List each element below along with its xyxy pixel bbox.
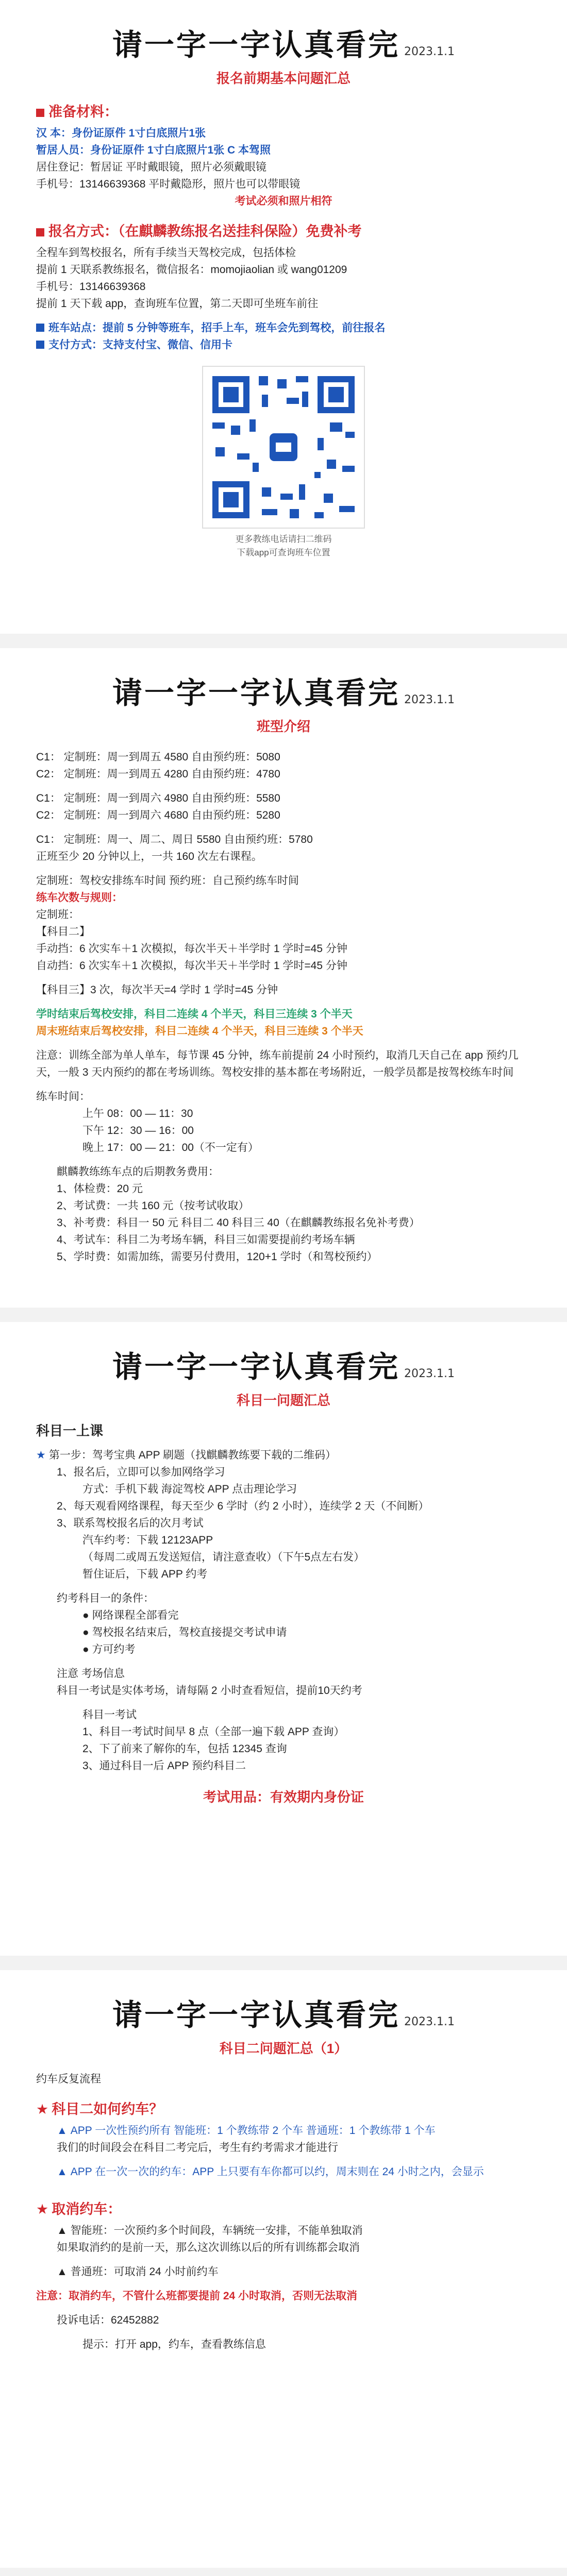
triangle-bullet-icon: ▲ bbox=[57, 2166, 68, 2178]
time-item: 晚上 17：00 — 21：00（不一定有） bbox=[82, 1142, 259, 1154]
time-item: 上午 08：00 — 11：30 bbox=[82, 1108, 193, 1120]
qr-code[interactable] bbox=[203, 367, 364, 528]
cancel-item: 如果取消约的是前一天，那么这次训练以后的所有训练都会取消 bbox=[57, 2242, 360, 2253]
list-item: ★ 第一步：驾考宝典 APP 刷题（找麒麟教练要下载的二维码） bbox=[36, 1449, 337, 1461]
payment-info: 支付方式：支持支付宝、微信、信用卡 bbox=[36, 336, 531, 353]
page-title: 请一字一字认真看完 2023.1.1 bbox=[112, 1997, 455, 2032]
cancel-note: 注意：取消约车，不管什么班都要提前 24 小时取消，否则无法取消 bbox=[36, 2290, 358, 2302]
condition-item: ● 网络课程全部看完 bbox=[82, 1609, 179, 1621]
list-item: 手机号：13146639368 bbox=[36, 281, 146, 293]
section-heading: 报名方式：（在麒麟教练报名送挂科保险）免费补考 bbox=[36, 220, 531, 240]
rules-heading: 练车次数与规则： bbox=[36, 892, 123, 904]
fee-item: 2、考试费：一共 160 元（按考试收取） bbox=[57, 1200, 249, 1212]
list-item: 2、每天观看网络课程，每天至少 6 学时（约 2 小时），连续学 2 天（不间断） bbox=[57, 1500, 429, 1512]
subtitle: 科目二问题汇总（1） bbox=[219, 2041, 348, 2056]
condition-item: ● 方可约考 bbox=[82, 1643, 136, 1655]
bus-info: 班车站点：提前 5 分钟等班车，招手上车，班车会先到驾校，前往报名 bbox=[36, 319, 531, 336]
exam-item: 2、下了前来了解你的车，包括 12345 查询 bbox=[82, 1743, 287, 1755]
condition-item: ● 驾校报名结束后，驾校直接提交考试申请 bbox=[82, 1626, 287, 1638]
section-heading: ★ 科目二如何约车？ bbox=[36, 2102, 163, 2117]
sheet-3 bbox=[0, 1322, 567, 1956]
fee-item: 3、补考费：科目一 50 元 科目二 40 科目三 40（在麒麟教练报名免补考费） bbox=[57, 1217, 420, 1229]
cancel-item: ▲ 智能班：一次预约多个时间段，车辆统一安排，不能单独取消 bbox=[57, 2225, 363, 2236]
list-item: 居住登记：暂居证 平时戴眼镜，照片必须戴眼镜 bbox=[36, 161, 266, 173]
triangle-bullet-icon: ▲ bbox=[57, 2125, 68, 2137]
list-item: 汉 本：身份证原件 1寸白底照片1张 bbox=[36, 127, 206, 139]
sheet-4 bbox=[0, 1970, 567, 2568]
class-item: C1： 定制班：周一到周六 4980 自由预约班：5580 bbox=[36, 792, 280, 804]
list-item: 暂住证后，下载 APP 约考 bbox=[82, 1568, 208, 1580]
reminder: 考试用品：有效期内身份证 bbox=[203, 1789, 364, 1805]
version: 2023.1.1 bbox=[404, 45, 455, 58]
list-item: 考试必须和照片相符 bbox=[235, 195, 332, 207]
list-item: （每周二或周五发送短信，请注意查收）（下午5点左右发） bbox=[82, 1551, 365, 1563]
condition-heading: 约考科目一的条件： bbox=[57, 1592, 154, 1604]
booking-item: 我们的时间段会在科目二考完后，考生有约考需求才能进行 bbox=[57, 2142, 338, 2154]
exam-item: 3、通过科目一后 APP 预约科目二 bbox=[82, 1760, 246, 1772]
list-item: 提前 1 天联系教练报名，微信报名：momojiaolian 或 wang01209 bbox=[36, 264, 347, 276]
square-bullet-icon bbox=[36, 324, 44, 332]
fee-item: 1、体检费：20 元 bbox=[57, 1183, 143, 1195]
list-item: 全程车到驾校报名，所有手续当天驾校完成，包括体检 bbox=[36, 247, 296, 259]
note: 科目一考试是实体考场，请每隔 2 小时查看短信，提前10天约考 bbox=[57, 1685, 362, 1697]
section-heading: 准备材料： bbox=[36, 100, 531, 121]
schedule-note: 学时结束后驾校安排，科目二连续 4 个半天，科目三连续 3 个半天 bbox=[36, 1008, 353, 1020]
section-heading: ★ 取消约车： bbox=[36, 2201, 122, 2217]
version: 2023.1.1 bbox=[404, 693, 455, 706]
square-bullet-icon bbox=[36, 109, 44, 117]
fee-item: 4、考试车：科目二为考场车辆，科目三如需要提前约考场车辆 bbox=[57, 1234, 355, 1246]
subtitle: 报名前期基本问题汇总 bbox=[216, 71, 351, 86]
version: 2023.1.1 bbox=[404, 1367, 455, 1380]
schedule-note: 周末班结束后驾校安排，科目二连续 4 个半天，科目三连续 3 个半天 bbox=[36, 1025, 363, 1037]
subtitle: 班型介绍 bbox=[256, 719, 310, 734]
cancel-item: ▲ 普通班：可取消 24 小时前约车 bbox=[57, 2266, 219, 2278]
list-item: 3、联系驾校报名后的次月考试 bbox=[57, 1517, 204, 1529]
square-bullet-icon bbox=[36, 228, 44, 236]
time-heading: 练车时间： bbox=[36, 1091, 90, 1103]
star-icon: ★ bbox=[36, 2102, 49, 2117]
class-item: C1： 定制班：周一、周二、周日 5580 自由预约班：5780 bbox=[36, 834, 313, 845]
version: 2023.1.1 bbox=[404, 2015, 455, 2028]
rule-item: 【科目二】 bbox=[36, 926, 90, 938]
notice: 注意：训练全部为单人单车，每节课 45 分钟，练车前提前 24 小时预约，取消几天自己在 app 预约几天，一般 3 天内预约的都在考场训练。驾校安排的基本都在考场附近，一般学员都是按驾校练车时间 bbox=[36, 1049, 519, 1078]
class-item: C2： 定制班：周一到周五 4280 自由预约班：4780 bbox=[36, 768, 280, 780]
rule-item: 定制班： bbox=[36, 909, 79, 921]
rule-item: 自动挡：6 次实车＋1 次模拟，每次半天＋半学时 1 学时=45 分钟 bbox=[36, 960, 347, 972]
subtitle: 科目一问题汇总 bbox=[236, 1393, 330, 1408]
list-item: 方式：手机下载 海淀驾校 APP 点击理论学习 bbox=[82, 1483, 297, 1495]
class-item: C2： 定制班：周一到周六 4680 自由预约班：5280 bbox=[36, 809, 280, 821]
page-title: 请一字一字认真看完 2023.1.1 bbox=[112, 1349, 455, 1384]
qr-caption: 下载app可查询班车位置 bbox=[237, 548, 330, 557]
list-item: 汽车约考：下载 12123APP bbox=[82, 1534, 213, 1546]
qr-caption: 更多教练电话请扫二维码 bbox=[235, 534, 332, 544]
note: 注意 考场信息 bbox=[57, 1668, 125, 1680]
page-title: 请一字一字认真看完 2023.1.1 bbox=[112, 27, 455, 62]
tip: 提示：打开 app，约车，查看教练信息 bbox=[82, 2338, 266, 2350]
list-item: 提前 1 天下载 app，查询班车位置，第二天即可坐班车前往 bbox=[36, 298, 319, 310]
square-bullet-icon bbox=[36, 341, 44, 349]
star-icon: ★ bbox=[36, 2201, 49, 2217]
fee-item: 5、学时费：如需加练，需要另付费用，120+1 学时（和驾校预约） bbox=[57, 1251, 378, 1263]
exam-item: 1、科目一考试时间早 8 点（全部一遍下载 APP 查询） bbox=[82, 1726, 345, 1738]
star-icon: ★ bbox=[36, 1449, 46, 1461]
qr-code-icon bbox=[206, 370, 361, 524]
sheet-1 bbox=[0, 0, 567, 634]
list-item: 1、报名后，立即可以参加网络学习 bbox=[57, 1466, 225, 1478]
fee-heading: 麒麟教练练车点的后期教务费用： bbox=[57, 1166, 219, 1178]
section-heading: 科目一上课 bbox=[36, 1423, 104, 1438]
page-title: 请一字一字认真看完 2023.1.1 bbox=[112, 675, 455, 710]
class-item: 正班至少 20 分钟以上，一共 160 次左右课程。 bbox=[36, 851, 262, 862]
rules-intro: 定制班：驾校安排练车时间 预约班：自己预约练车时间 bbox=[36, 875, 299, 887]
booking-item: ▲ APP 一次性预约所有 智能班：1 个教练带 2 个车 普通班：1 个教练带 1 个车 bbox=[57, 2125, 436, 2137]
time-item: 下午 12：30 — 16：00 bbox=[82, 1125, 194, 1137]
intro: 约车反复流程 bbox=[36, 2073, 101, 2085]
complaint-phone: 投诉电话：62452882 bbox=[57, 2314, 159, 2326]
list-item: 暂居人员：身份证原件 1寸白底照片1张 C 本驾照 bbox=[36, 144, 271, 156]
exam-heading: 科目一考试 bbox=[82, 1709, 137, 1721]
sheet-2 bbox=[0, 648, 567, 1308]
class-item: C1： 定制班：周一到周五 4580 自由预约班：5080 bbox=[36, 751, 280, 763]
booking-item: ▲ APP 在一次一次的约车：APP 上只要有车你都可以约，周末则在 24 小时之内，会显示 bbox=[57, 2166, 484, 2178]
rule-item: 手动挡：6 次实车＋1 次模拟，每次半天＋半学时 1 学时=45 分钟 bbox=[36, 943, 347, 955]
list-item: 手机号：13146639368 平时戴隐形，照片也可以带眼镜 bbox=[36, 178, 301, 190]
rule-item: 【科目三】3 次，每次半天=4 学时 1 学时=45 分钟 bbox=[36, 984, 278, 996]
